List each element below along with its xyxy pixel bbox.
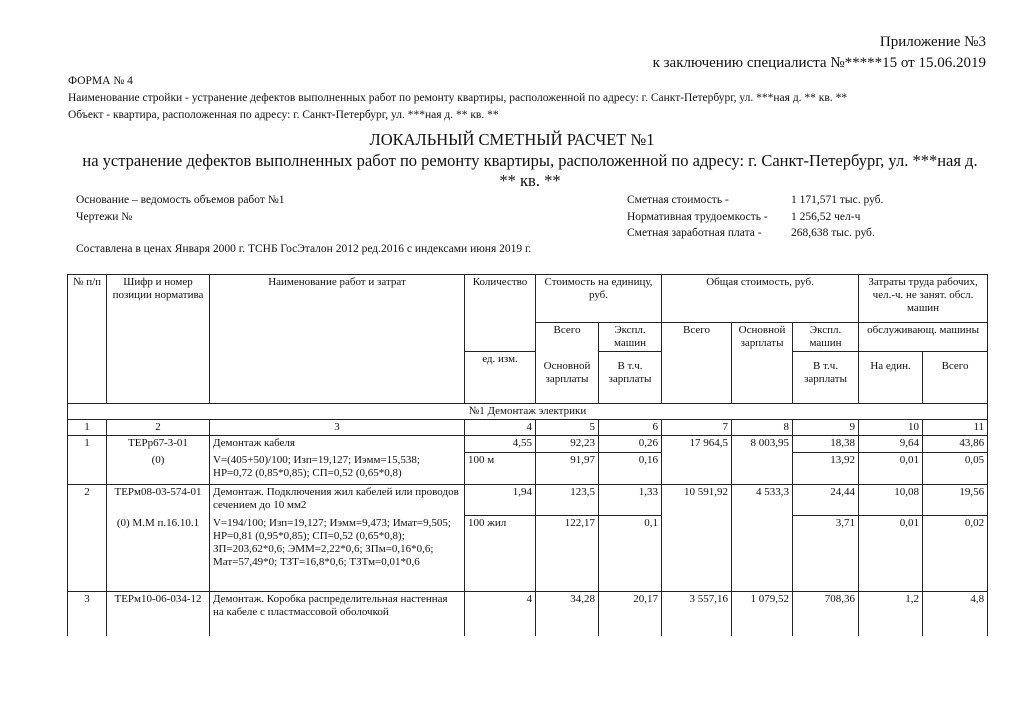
- table-row: [68, 453, 988, 485]
- header-machines: Экспл. машин: [599, 323, 662, 352]
- row-code: ТЕРм08-03-574-01: [107, 485, 210, 516]
- row-basic-wages: 1 079,52: [732, 592, 793, 636]
- row-number: 2: [68, 485, 107, 592]
- appendix-label: Приложение №3: [879, 34, 986, 50]
- row-cell: 18,38: [793, 436, 859, 453]
- row-formula: V=194/100; Изп=19,127; Иэмм=9,473; Имат=9,505; НР=0,81 (0,95*0,85); СП=0,52 (0,65*0,8); ЗП=203,62*0,6; ЭММ=2,22*0,6; ЗПм=0,16*0,6; Мат=57,49*0; ТЗТ=16,8*0,6; ТЗТм=0,01*0,6: [210, 516, 465, 592]
- object-name: Объект - квартира, расположенная по адресу: г. Санкт-Петербург, ул. ***ная д. ** кв. **: [68, 109, 499, 121]
- header-all: Всего: [662, 323, 732, 404]
- row-code: ТЕРр67-3-01: [107, 436, 210, 453]
- header-base-wage: Основной зарплаты: [536, 352, 599, 404]
- row-cell: 0,02: [923, 516, 988, 592]
- row-qty: 4: [465, 592, 536, 636]
- row-cell: 20,17: [599, 592, 662, 636]
- column-number: 9: [793, 420, 859, 436]
- row-cell: 9,64: [859, 436, 923, 453]
- row-cell: 92,23: [536, 436, 599, 453]
- column-number: 7: [662, 420, 732, 436]
- row-cell: 91,97: [536, 453, 599, 485]
- header-code: Шифр и номер позиции норматива: [107, 275, 210, 404]
- section-title: №1 Демонтаж электрики: [68, 404, 988, 420]
- column-number: 10: [859, 420, 923, 436]
- header-machines: Экспл. машин: [793, 323, 859, 352]
- header-total-cost: Общая стоимость, руб.: [662, 275, 859, 323]
- row-cell: 34,28: [536, 592, 599, 636]
- row-cell: 4,8: [923, 592, 988, 636]
- column-numbers-row: [68, 420, 988, 436]
- row-qty: 4,55: [465, 436, 536, 453]
- row-total: 3 557,16: [662, 592, 732, 636]
- row-code-detail: (0) М.М п.16.10.1: [107, 516, 210, 592]
- header-num: № п/п: [68, 275, 107, 404]
- column-number: 8: [732, 420, 793, 436]
- header-incl-wage: В т.ч. зарплаты: [599, 352, 662, 404]
- column-number: 11: [923, 420, 988, 436]
- row-cell: 1,33: [599, 485, 662, 516]
- row-cell: 122,17: [536, 516, 599, 592]
- document-subtitle: на устранение дефектов выполненных работ по ремонту квартиры, расположенной по адресу: г. Санкт-Петербург, ул. ***ная д. ** кв. **: [82, 151, 978, 190]
- row-cell: 1,2: [859, 592, 923, 636]
- basis-line: Основание – ведомость объемов работ №1: [76, 194, 285, 206]
- header-basic-wages: Основной зарплаты: [732, 323, 793, 404]
- row-cell: 0,05: [923, 453, 988, 485]
- row-basic-wages: 4 533,3: [732, 485, 793, 592]
- row-number: 3: [68, 592, 107, 636]
- summary-label: Сметная стоимость -: [627, 194, 729, 206]
- row-name: Демонтаж. Подключения жил кабелей или проводов сечением до 10 мм2: [210, 485, 465, 516]
- column-number: 4: [465, 420, 536, 436]
- row-number: 1: [68, 436, 107, 485]
- row-total: 10 591,92: [662, 485, 732, 592]
- header-unit-cost: Стоимость на единицу, руб.: [536, 275, 662, 323]
- header-per-unit: На един.: [859, 352, 923, 404]
- row-cell: 708,36: [793, 592, 859, 636]
- row-basic-wages: 8 003,95: [732, 436, 793, 485]
- column-number: 1: [68, 420, 107, 436]
- table-row: [68, 485, 988, 516]
- conclusion-reference: к заключению специалиста №*****15 от 15.06.2019: [652, 55, 986, 71]
- summary-label: Сметная заработная плата -: [627, 227, 762, 239]
- form-number: ФОРМА № 4: [68, 75, 133, 87]
- column-number: 2: [107, 420, 210, 436]
- column-number: 3: [210, 420, 465, 436]
- table-row: [68, 436, 988, 453]
- summary-value: 1 171,571 тыс. руб.: [791, 194, 884, 206]
- row-name: Демонтаж. Коробка распределительная настенная на кабеле с пластмассовой оболочкой: [210, 592, 465, 636]
- table-row: [68, 592, 988, 636]
- row-name: Демонтаж кабеля: [210, 436, 465, 453]
- summary-value: 1 256,52 чел-ч: [791, 211, 861, 223]
- header-service-machines: обслуживающ. машины: [859, 323, 988, 352]
- row-formula: V=(405+50)/100; Изп=19,127; Иэмм=15,538; НР=0,72 (0,85*0,85); СП=0,52 (0,65*0,8): [210, 453, 465, 485]
- header-labor: Затраты труда рабочих, чел.-ч. не занят. обсл. машин: [859, 275, 988, 323]
- header-unit: ед. изм.: [465, 352, 536, 404]
- row-cell: 24,44: [793, 485, 859, 516]
- prices-line: Составлена в ценах Января 2000 г. ТСНБ ГосЭталон 2012 ред.2016 с индексами июня 2019 г.: [76, 243, 532, 255]
- row-cell: 0,26: [599, 436, 662, 453]
- row-cell: 13,92: [793, 453, 859, 485]
- row-unit: 100 жил: [465, 516, 536, 592]
- row-cell: 0,01: [859, 516, 923, 592]
- column-number: 6: [599, 420, 662, 436]
- row-cell: 19,56: [923, 485, 988, 516]
- header-total: Всего: [923, 352, 988, 404]
- header-incl-wage: В т.ч. зарплаты: [793, 352, 859, 404]
- row-qty: 1,94: [465, 485, 536, 516]
- header-name: Наименование работ и затрат: [210, 275, 465, 404]
- header-qty: Количество: [465, 275, 536, 352]
- row-code: ТЕРм10-06-034-12: [107, 592, 210, 636]
- row-cell: 0,16: [599, 453, 662, 485]
- row-cell: 3,71: [793, 516, 859, 592]
- document-title: ЛОКАЛЬНЫЙ СМЕТНЫЙ РАСЧЕТ №1: [369, 130, 655, 149]
- summary-label: Нормативная трудоемкость -: [627, 211, 768, 223]
- header-all: Всего: [536, 323, 599, 352]
- row-cell: 43,86: [923, 436, 988, 453]
- drawings-line: Чертежи №: [76, 211, 133, 223]
- construction-name: Наименование стройки - устранение дефектов выполненных работ по ремонту квартиры, расположенной по адресу: г. Санкт-Петербург, ул. ***ная д. ** кв. **: [68, 92, 848, 104]
- row-unit: 100 м: [465, 453, 536, 485]
- row-code-detail: (0): [107, 453, 210, 485]
- row-total: 17 964,5: [662, 436, 732, 485]
- column-number: 5: [536, 420, 599, 436]
- row-cell: 10,08: [859, 485, 923, 516]
- row-cell: 123,5: [536, 485, 599, 516]
- row-cell: 0,01: [859, 453, 923, 485]
- estimate-table: [67, 274, 988, 636]
- table-row: [68, 516, 988, 592]
- row-cell: 0,1: [599, 516, 662, 592]
- summary-value: 268,638 тыс. руб.: [791, 227, 875, 239]
